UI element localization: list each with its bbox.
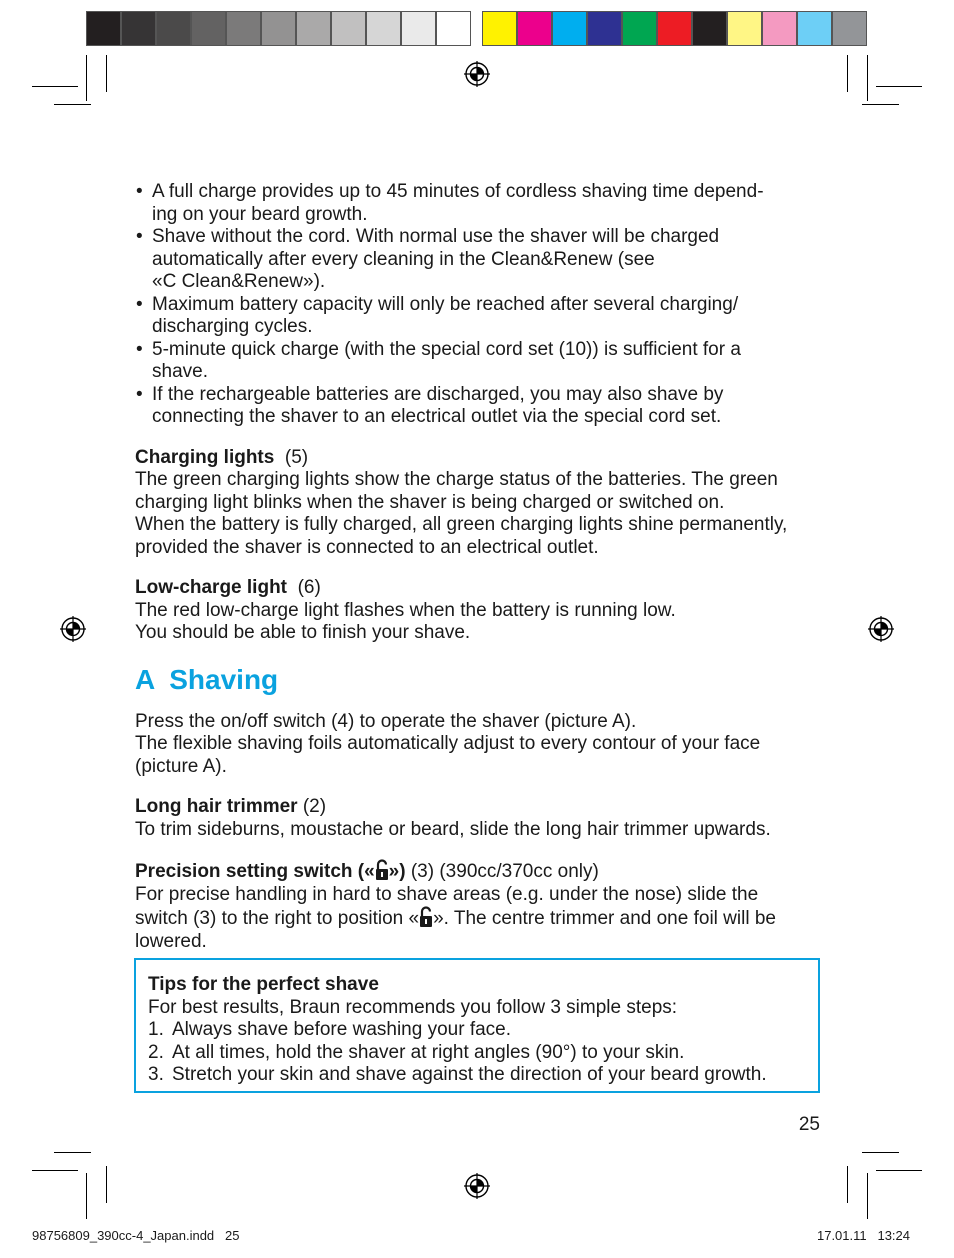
section-title: Precision setting switch (« »): [135, 861, 406, 882]
color-swatch: [657, 11, 692, 46]
long-hair-trimmer-section: [135, 796, 825, 841]
gray-swatch: [261, 11, 296, 46]
color-swatch: [622, 11, 657, 46]
color-swatch: [832, 11, 867, 46]
crop-mark: [876, 86, 922, 87]
part-reference: (6): [297, 577, 321, 598]
crop-mark: [867, 1173, 868, 1219]
paragraph-line: The green charging lights show the charge status of the batteries. The green: [135, 469, 778, 490]
list-item: 3. Stretch your skin and shave against the direction of your beard growth.: [148, 1064, 767, 1085]
slug-date-time: 17.01.11 13:24: [816, 1228, 910, 1243]
color-swatch: [692, 11, 727, 46]
precision-switch-section: [135, 859, 825, 953]
color-swatch: [762, 11, 797, 46]
list-item: • Maximum battery capacity will only be reached after several charging/ discharging cycles.: [135, 294, 825, 339]
gray-swatch: [86, 11, 121, 46]
color-swatch: [552, 11, 587, 46]
crop-mark: [106, 55, 107, 92]
list-item: • If the rechargeable batteries are discharged, you may also shave by connecting the shaver to an electrical outlet via the special cord set.: [135, 384, 825, 429]
crop-mark: [106, 1166, 107, 1203]
gray-swatch: [226, 11, 261, 46]
color-swatch: [587, 11, 622, 46]
registration-mark-icon: [60, 616, 86, 642]
crop-mark: [847, 1166, 848, 1203]
gray-swatch: [366, 11, 401, 46]
gray-swatch: [331, 11, 366, 46]
crop-mark: [86, 55, 87, 101]
process-color-bar: [482, 11, 867, 46]
crop-mark: [32, 1170, 78, 1171]
gray-swatch: [121, 11, 156, 46]
list-item: • Shave without the cord. With normal use the shaver will be charged automatically after every cleaning in the Clean&Renew (see «C Clean&Renew»).: [135, 226, 825, 294]
section-title: Long hair trimmer: [135, 796, 298, 817]
crop-mark: [847, 55, 848, 92]
gray-swatch: [191, 11, 226, 46]
slug-file-name: 98756809_390cc-4_Japan.indd 25: [32, 1228, 240, 1243]
list-item: 2. At all times, hold the shaver at right angles (90°) to your skin.: [148, 1041, 685, 1063]
registration-mark-icon: [464, 61, 490, 87]
section-title: Charging lights: [135, 446, 275, 468]
tips-steps-list: [148, 1019, 806, 1087]
crop-mark: [54, 1152, 91, 1153]
part-reference: (3) (390cc/370cc only): [410, 861, 599, 882]
part-reference: (5): [284, 446, 309, 468]
paragraph-line: For precise handling in hard to shave areas (e.g. under the nose) slide the: [135, 883, 759, 905]
paragraph-line: lowered.: [135, 930, 207, 952]
shaving-heading: [135, 663, 825, 697]
section-title: Low-charge light: [135, 577, 287, 598]
color-swatch: [727, 11, 762, 46]
paragraph-line: The flexible shaving foils automatically adjust to every contour of your face: [135, 733, 761, 754]
gray-swatch: [296, 11, 331, 46]
paragraph-line: You should be able to finish your shave.: [135, 622, 471, 643]
crop-mark: [876, 1170, 922, 1171]
paragraph-line: switch (3) to the right to position « ». The centre trimmer and one foil will be: [135, 908, 776, 929]
crop-mark: [862, 104, 899, 105]
list-item: • A full charge provides up to 45 minutes of cordless shaving time depend- ing on your beard growth.: [135, 181, 825, 226]
charging-lights-section: [135, 447, 825, 560]
paragraph-line: Press the on/off switch (4) to operate the shaver (picture A).: [135, 710, 637, 732]
tips-intro: For best results, Braun recommends you follow 3 simple steps:: [148, 996, 678, 1018]
crop-mark: [32, 86, 78, 87]
tips-title: Tips for the perfect shave: [148, 974, 379, 995]
page-content: [135, 181, 825, 953]
list-item: 1. Always shave before washing your face.: [148, 1019, 512, 1040]
crop-mark: [86, 1173, 87, 1219]
low-charge-section: [135, 577, 825, 645]
gray-swatch: [436, 11, 471, 46]
charging-bullet-list: [135, 181, 825, 429]
color-swatch: [517, 11, 552, 46]
heading-letter: A: [135, 663, 156, 695]
heading-text: Shaving: [169, 663, 279, 695]
unlock-icon: [419, 906, 433, 928]
crop-mark: [862, 1152, 899, 1153]
paragraph-line: The red low-charge light flashes when the battery is running low.: [135, 599, 676, 621]
grayscale-color-bar: [86, 11, 471, 46]
registration-mark-icon: [464, 1173, 490, 1199]
paragraph-line: To trim sideburns, moustache or beard, slide the long hair trimmer upwards.: [135, 818, 771, 840]
unlock-icon: [375, 859, 389, 881]
shaving-section: [135, 711, 825, 779]
gray-swatch: [401, 11, 436, 46]
paragraph-line: charging light blinks when the shaver is being charged or switched on.: [135, 491, 725, 513]
page-number: 25: [798, 1114, 820, 1135]
tips-box: [134, 958, 820, 1093]
part-reference: (2): [302, 796, 327, 817]
crop-mark: [54, 104, 91, 105]
paragraph-line: (picture A).: [135, 755, 227, 777]
paragraph-line: provided the shaver is connected to an electrical outlet.: [135, 536, 599, 558]
registration-mark-icon: [868, 616, 894, 642]
color-swatch: [797, 11, 832, 46]
list-item: • 5-minute quick charge (with the special cord set (10)) is sufficient for a shave.: [135, 339, 825, 384]
color-swatch: [482, 11, 517, 46]
crop-mark: [867, 55, 868, 101]
gray-swatch: [156, 11, 191, 46]
paragraph-line: When the battery is fully charged, all green charging lights shine permanently,: [135, 514, 788, 535]
